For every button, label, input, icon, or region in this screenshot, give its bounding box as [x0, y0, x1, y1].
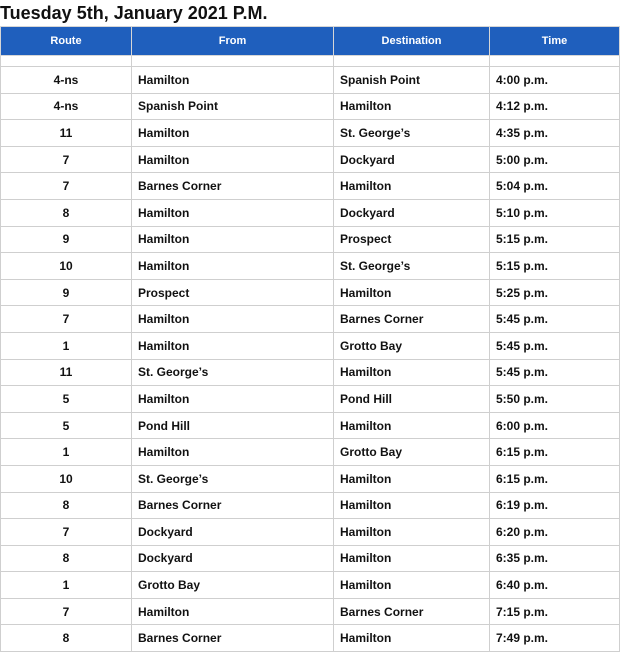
column-header-time: Time: [490, 27, 620, 56]
time-cell: 5:45 p.m.: [490, 332, 620, 359]
route-cell: 5: [1, 386, 132, 413]
destination-cell: Barnes Corner: [334, 306, 490, 333]
from-cell: Hamilton: [132, 439, 334, 466]
from-cell: St. George’s: [132, 359, 334, 386]
column-header-destination: Destination: [334, 27, 490, 56]
spacer-cell: [334, 56, 490, 67]
route-cell: 10: [1, 253, 132, 280]
table-row: [1, 306, 620, 333]
destination-cell: Hamilton: [334, 545, 490, 572]
time-cell: 5:10 p.m.: [490, 199, 620, 226]
route-cell: 1: [1, 572, 132, 599]
time-cell: 6:35 p.m.: [490, 545, 620, 572]
route-cell: 1: [1, 439, 132, 466]
time-cell: 5:45 p.m.: [490, 306, 620, 333]
spacer-row: [1, 56, 620, 67]
table-row: [1, 93, 620, 120]
spacer-cell: [132, 56, 334, 67]
column-header-route: Route: [1, 27, 132, 56]
destination-cell: Hamilton: [334, 412, 490, 439]
destination-cell: Grotto Bay: [334, 439, 490, 466]
table-row: [1, 279, 620, 306]
destination-cell: Hamilton: [334, 359, 490, 386]
table-row: [1, 120, 620, 147]
destination-cell: Hamilton: [334, 465, 490, 492]
from-cell: Hamilton: [132, 253, 334, 280]
spacer-cell: [1, 56, 132, 67]
route-cell: 7: [1, 519, 132, 546]
destination-cell: Hamilton: [334, 625, 490, 652]
table-body: [1, 56, 620, 652]
table-row: [1, 572, 620, 599]
from-cell: Spanish Point: [132, 93, 334, 120]
from-cell: Barnes Corner: [132, 625, 334, 652]
route-cell: 8: [1, 625, 132, 652]
destination-cell: Hamilton: [334, 279, 490, 306]
table-row: [1, 412, 620, 439]
time-cell: 4:00 p.m.: [490, 67, 620, 94]
column-header-from: From: [132, 27, 334, 56]
route-cell: 5: [1, 412, 132, 439]
time-cell: 6:15 p.m.: [490, 465, 620, 492]
time-cell: 6:15 p.m.: [490, 439, 620, 466]
destination-cell: Dockyard: [334, 199, 490, 226]
table-row: [1, 226, 620, 253]
time-cell: 7:49 p.m.: [490, 625, 620, 652]
destination-cell: St. George’s: [334, 253, 490, 280]
time-cell: 5:00 p.m.: [490, 146, 620, 173]
table-row: [1, 332, 620, 359]
route-cell: 7: [1, 173, 132, 200]
table-row: [1, 465, 620, 492]
route-cell: 7: [1, 598, 132, 625]
from-cell: St. George’s: [132, 465, 334, 492]
time-cell: 5:45 p.m.: [490, 359, 620, 386]
from-cell: Pond Hill: [132, 412, 334, 439]
destination-cell: Spanish Point: [334, 67, 490, 94]
route-cell: 8: [1, 492, 132, 519]
table-row: [1, 146, 620, 173]
from-cell: Hamilton: [132, 67, 334, 94]
table-header: [1, 27, 620, 56]
time-cell: 5:04 p.m.: [490, 173, 620, 200]
time-cell: 6:20 p.m.: [490, 519, 620, 546]
from-cell: Hamilton: [132, 386, 334, 413]
destination-cell: St. George’s: [334, 120, 490, 147]
from-cell: Dockyard: [132, 519, 334, 546]
destination-cell: Prospect: [334, 226, 490, 253]
from-cell: Hamilton: [132, 306, 334, 333]
table-row: [1, 173, 620, 200]
from-cell: Grotto Bay: [132, 572, 334, 599]
table-row: [1, 199, 620, 226]
destination-cell: Hamilton: [334, 492, 490, 519]
destination-cell: Dockyard: [334, 146, 490, 173]
time-cell: 4:35 p.m.: [490, 120, 620, 147]
route-cell: 7: [1, 306, 132, 333]
route-cell: 10: [1, 465, 132, 492]
table-row: [1, 598, 620, 625]
destination-cell: Grotto Bay: [334, 332, 490, 359]
route-cell: 4-ns: [1, 93, 132, 120]
table-row: [1, 625, 620, 652]
from-cell: Barnes Corner: [132, 173, 334, 200]
from-cell: Dockyard: [132, 545, 334, 572]
route-cell: 11: [1, 359, 132, 386]
table-row: [1, 439, 620, 466]
route-cell: 8: [1, 199, 132, 226]
destination-cell: Pond Hill: [334, 386, 490, 413]
route-cell: 4-ns: [1, 67, 132, 94]
table-row: [1, 519, 620, 546]
table-row: [1, 545, 620, 572]
table-row: [1, 359, 620, 386]
from-cell: Hamilton: [132, 146, 334, 173]
time-cell: 5:15 p.m.: [490, 253, 620, 280]
route-cell: 1: [1, 332, 132, 359]
time-cell: 5:15 p.m.: [490, 226, 620, 253]
spacer-cell: [490, 56, 620, 67]
header-row: [1, 27, 620, 56]
time-cell: 5:25 p.m.: [490, 279, 620, 306]
time-cell: 6:19 p.m.: [490, 492, 620, 519]
route-cell: 11: [1, 120, 132, 147]
destination-cell: Hamilton: [334, 572, 490, 599]
from-cell: Hamilton: [132, 120, 334, 147]
route-cell: 9: [1, 226, 132, 253]
destination-cell: Barnes Corner: [334, 598, 490, 625]
from-cell: Prospect: [132, 279, 334, 306]
bus-schedule-table: [0, 26, 620, 652]
time-cell: 6:00 p.m.: [490, 412, 620, 439]
from-cell: Hamilton: [132, 598, 334, 625]
page-title: Tuesday 5th, January 2021 P.M.: [0, 3, 268, 23]
table-row: [1, 492, 620, 519]
table-row: [1, 386, 620, 413]
time-cell: 4:12 p.m.: [490, 93, 620, 120]
from-cell: Barnes Corner: [132, 492, 334, 519]
route-cell: 9: [1, 279, 132, 306]
from-cell: Hamilton: [132, 199, 334, 226]
time-cell: 5:50 p.m.: [490, 386, 620, 413]
time-cell: 6:40 p.m.: [490, 572, 620, 599]
from-cell: Hamilton: [132, 226, 334, 253]
table-row: [1, 67, 620, 94]
route-cell: 7: [1, 146, 132, 173]
table-row: [1, 253, 620, 280]
route-cell: 8: [1, 545, 132, 572]
time-cell: 7:15 p.m.: [490, 598, 620, 625]
destination-cell: Hamilton: [334, 173, 490, 200]
from-cell: Hamilton: [132, 332, 334, 359]
destination-cell: Hamilton: [334, 519, 490, 546]
destination-cell: Hamilton: [334, 93, 490, 120]
